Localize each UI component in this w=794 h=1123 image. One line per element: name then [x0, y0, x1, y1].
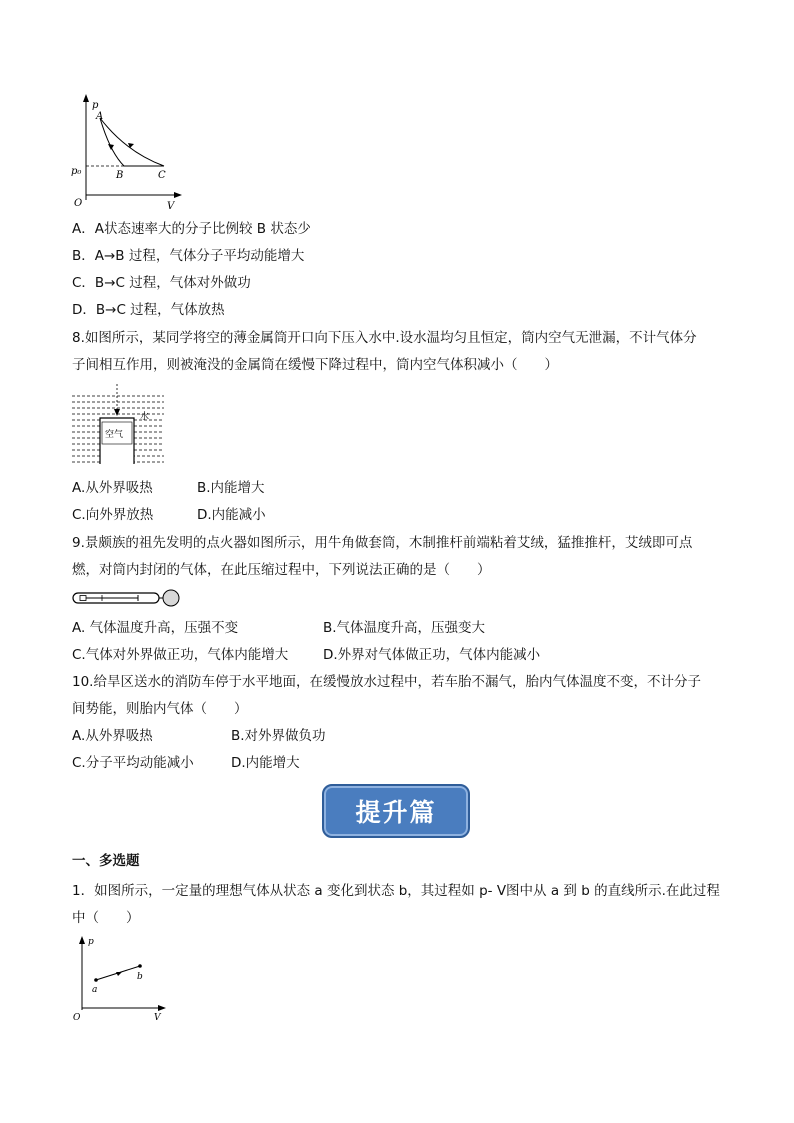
q9-option-d: D.外界对气体做正功，气体内能减小	[323, 647, 541, 663]
axis-p-label: p	[92, 100, 99, 111]
metal-cylinder-in-water-figure	[72, 384, 168, 466]
point-A-label: A	[96, 111, 104, 122]
q8-option-d: D.内能减小	[197, 507, 266, 523]
q9-option-b: B.气体温度升高，压强变大	[323, 620, 486, 636]
q7-option-b: B．A→B 过程，气体分子平均动能增大	[72, 248, 305, 264]
q8-stem-line2: 子间相互作用，则被淹没的金属筒在缓慢下降过程中，筒内空气体积减小（ ）	[72, 357, 558, 373]
origin-label-2: O	[73, 1013, 81, 1023]
q9-stem-line2: 燃，对筒内封闭的气体，在此压缩过程中，下列说法正确的是（ ）	[72, 562, 491, 578]
q9-stem-line1: 9.景颇族的祖先发明的点火器如图所示，用牛角做套筒，木制推杆前端粘着艾绒，猛推推杆，艾绒即可点	[72, 535, 693, 551]
origin-label: O	[74, 198, 83, 209]
q10-option-b: B.对外界做负功	[231, 728, 326, 744]
q7-option-d: D．B→C 过程，气体放热	[72, 302, 225, 318]
q9-option-c: C.气体对外界做正功，气体内能增大	[72, 647, 289, 663]
point-a-label: a	[92, 985, 98, 995]
q9-option-a: A. 气体温度升高，压强不变	[72, 620, 239, 636]
q10-option-c: C.分子平均动能减小	[72, 755, 194, 771]
fire-piston-figure	[72, 586, 182, 610]
axis-V-label: V	[167, 201, 175, 212]
mq1-stem-line1: 1．如图所示，一定量的理想气体从状态 a 变化到状态 b，其过程如 p- V图中从 a 到 b 的直线所示.在此过程	[72, 883, 720, 899]
q10-stem-line2: 间势能，则胎内气体（ ）	[72, 701, 248, 717]
q7-option-c: C．B→C 过程，气体对外做功	[72, 275, 251, 291]
water-label: 水	[140, 412, 150, 422]
q10-option-d: D.内能增大	[231, 755, 300, 771]
section-banner: 提升篇	[322, 784, 470, 838]
mq1-stem-line2: 中（ ）	[72, 910, 140, 926]
axis-V-label-2: V	[154, 1013, 161, 1023]
pv-diagram-1	[66, 92, 190, 212]
q10-stem-line1: 10.给旱区送水的消防车停于水平地面，在缓慢放水过程中，若车胎不漏气，胎内气体温度不变，不计分子	[72, 674, 701, 690]
p0-label: p₀	[71, 166, 82, 177]
q10-option-a: A.从外界吸热	[72, 728, 153, 744]
pv-diagram-2	[66, 934, 176, 1024]
q8-stem-line1: 8.如图所示，某同学将空的薄金属筒开口向下压入水中.设水温均匀且恒定，筒内空气无泄漏，不计气体分	[72, 330, 697, 346]
q8-option-a: A.从外界吸热	[72, 480, 153, 496]
q8-option-c: C.向外界放热	[72, 507, 154, 523]
point-b-label: b	[137, 972, 143, 982]
point-B-label: B	[116, 170, 124, 181]
section-heading: 一、多选题	[72, 853, 140, 869]
q7-option-a: A．A状态速率大的分子比例较 B 状态少	[72, 221, 311, 237]
air-label: 空气	[105, 430, 124, 440]
axis-p-label-2: p	[88, 937, 94, 947]
q8-option-b: B.内能增大	[197, 480, 265, 496]
point-C-label: C	[158, 170, 166, 181]
